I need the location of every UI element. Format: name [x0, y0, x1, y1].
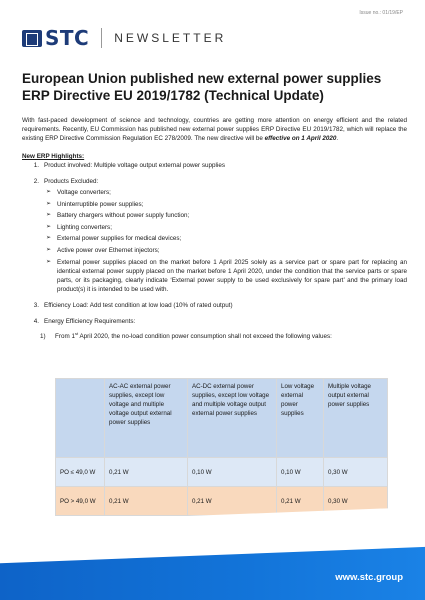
table-cell: PO > 49,0 W [56, 487, 105, 516]
intro-text: With fast-paced development of science and technology, countries are getting more attention on energy efficient and the related requirements. Recently, EU Commission has published new external power supplies ERP Directive EU 2019/1782, which will replace the existing ERP Directive Commission Regulation EC 278/2009. The new directive will be [22, 117, 407, 142]
list-item: ➢ Voltage converters; [46, 189, 111, 196]
table-header-cell [56, 379, 105, 458]
arrow-bullet-icon: ➢ [46, 223, 52, 230]
article-title: European Union published new external power supplies ERP Directive EU 2019/1782 (Technical Update) [22, 71, 382, 103]
item-4 [22, 317, 407, 326]
table-cell: 0,30 W [324, 487, 388, 516]
intro-paragraph [22, 116, 407, 143]
footer-banner [0, 542, 425, 600]
stc-logo-icon [22, 30, 42, 47]
arrow-bullet-icon: ➢ [46, 200, 52, 207]
list-item: ➢ Active power over Ethernet injectors; [46, 246, 160, 254]
newsletter-label: NEWSLETTER [114, 31, 227, 45]
list-item: ➢ Uninterruptible power supplies; [46, 200, 144, 208]
list-item: ➢ Lighting converters; [46, 223, 112, 231]
intro-end: . [336, 135, 339, 142]
arrow-bullet-icon: ➢ [46, 212, 52, 219]
arrow-bullet-icon: ➢ [46, 235, 52, 242]
table-cell: 0,30 W [324, 458, 388, 487]
table-cell: 0,21 W [188, 487, 277, 516]
list-item: ➢ External power supplies for medical devices; [46, 235, 182, 243]
article-body [22, 116, 407, 341]
table-cell: 0,21 W [277, 487, 324, 516]
item-3-text: Efficiency Load: Add test condition at low load (10% of rated output) [44, 301, 233, 309]
table-row [56, 458, 388, 487]
list-item: ➢ Battery chargers without power supply function; [46, 212, 190, 220]
table-cell: 0,10 W [188, 458, 277, 487]
efficiency-table [55, 378, 388, 516]
arrow-bullet-icon: ➢ [46, 246, 52, 253]
item-2-title: Products Excluded: [44, 178, 99, 185]
table-header-cell: AC-DC external power supplies, except low voltage and multiple voltage output external power supplies [188, 379, 277, 458]
item-1-text: Product involved: Multiple voltage output external power supplies [44, 162, 225, 169]
sub-item-text: From 1st April 2020, the no-load condition power consumption shall not exceed the following values: [55, 330, 332, 340]
table-header-cell: AC-AC external power supplies, except low voltage and multiple voltage output external power supplies [105, 379, 188, 458]
item-4-number: 4. [33, 317, 39, 325]
item-4-title: Energy Efficiency Requirements: [44, 317, 136, 325]
header-logo [22, 26, 226, 50]
website-link[interactable]: www.stc.group [335, 572, 403, 583]
table-cell: PO ≤ 49,0 W [56, 458, 105, 487]
logo-text: STC [45, 26, 90, 50]
list-item: ➢ External power supplies placed on the market before 1 April 2025 solely as a service part or spare part for replacing an identical external power supply placed on the market before 1 April 2020, under the condition that the service parts or spare parts, or its packaging, clearly indicate ‘External power supply to be used exclusively for spare part’ and the primary load product(s) it is intended to be used with. [46, 258, 407, 293]
item-4-sub-1 [40, 332, 407, 341]
table-header-cell: Multiple voltage output external power supplies [324, 379, 388, 458]
issue-number: Issue no.: 01/19/EP [359, 10, 403, 16]
header-divider [101, 28, 102, 48]
item-3 [22, 301, 407, 310]
table-cell: 0,10 W [277, 458, 324, 487]
table-cell: 0,21 W [105, 458, 188, 487]
effective-date: effective on 1 April 2020 [264, 135, 337, 142]
arrow-bullet-icon: ➢ [46, 189, 52, 195]
arrow-bullet-icon: ➢ [46, 258, 52, 265]
item-1-number: 1. [33, 162, 39, 169]
table-header-row [56, 379, 388, 458]
item-1 [22, 161, 407, 170]
item-3-number: 3. [33, 301, 39, 309]
highlights-title: New ERP Highlights: [22, 153, 85, 160]
table-header-cell: Low voltage external power supplies [277, 379, 324, 458]
item-2-number: 2. [33, 178, 39, 185]
sub-item-number: 1) [40, 332, 46, 340]
excluded-products-list [46, 188, 407, 294]
item-2 [22, 177, 407, 186]
table-cell: 0,21 W [105, 487, 188, 516]
